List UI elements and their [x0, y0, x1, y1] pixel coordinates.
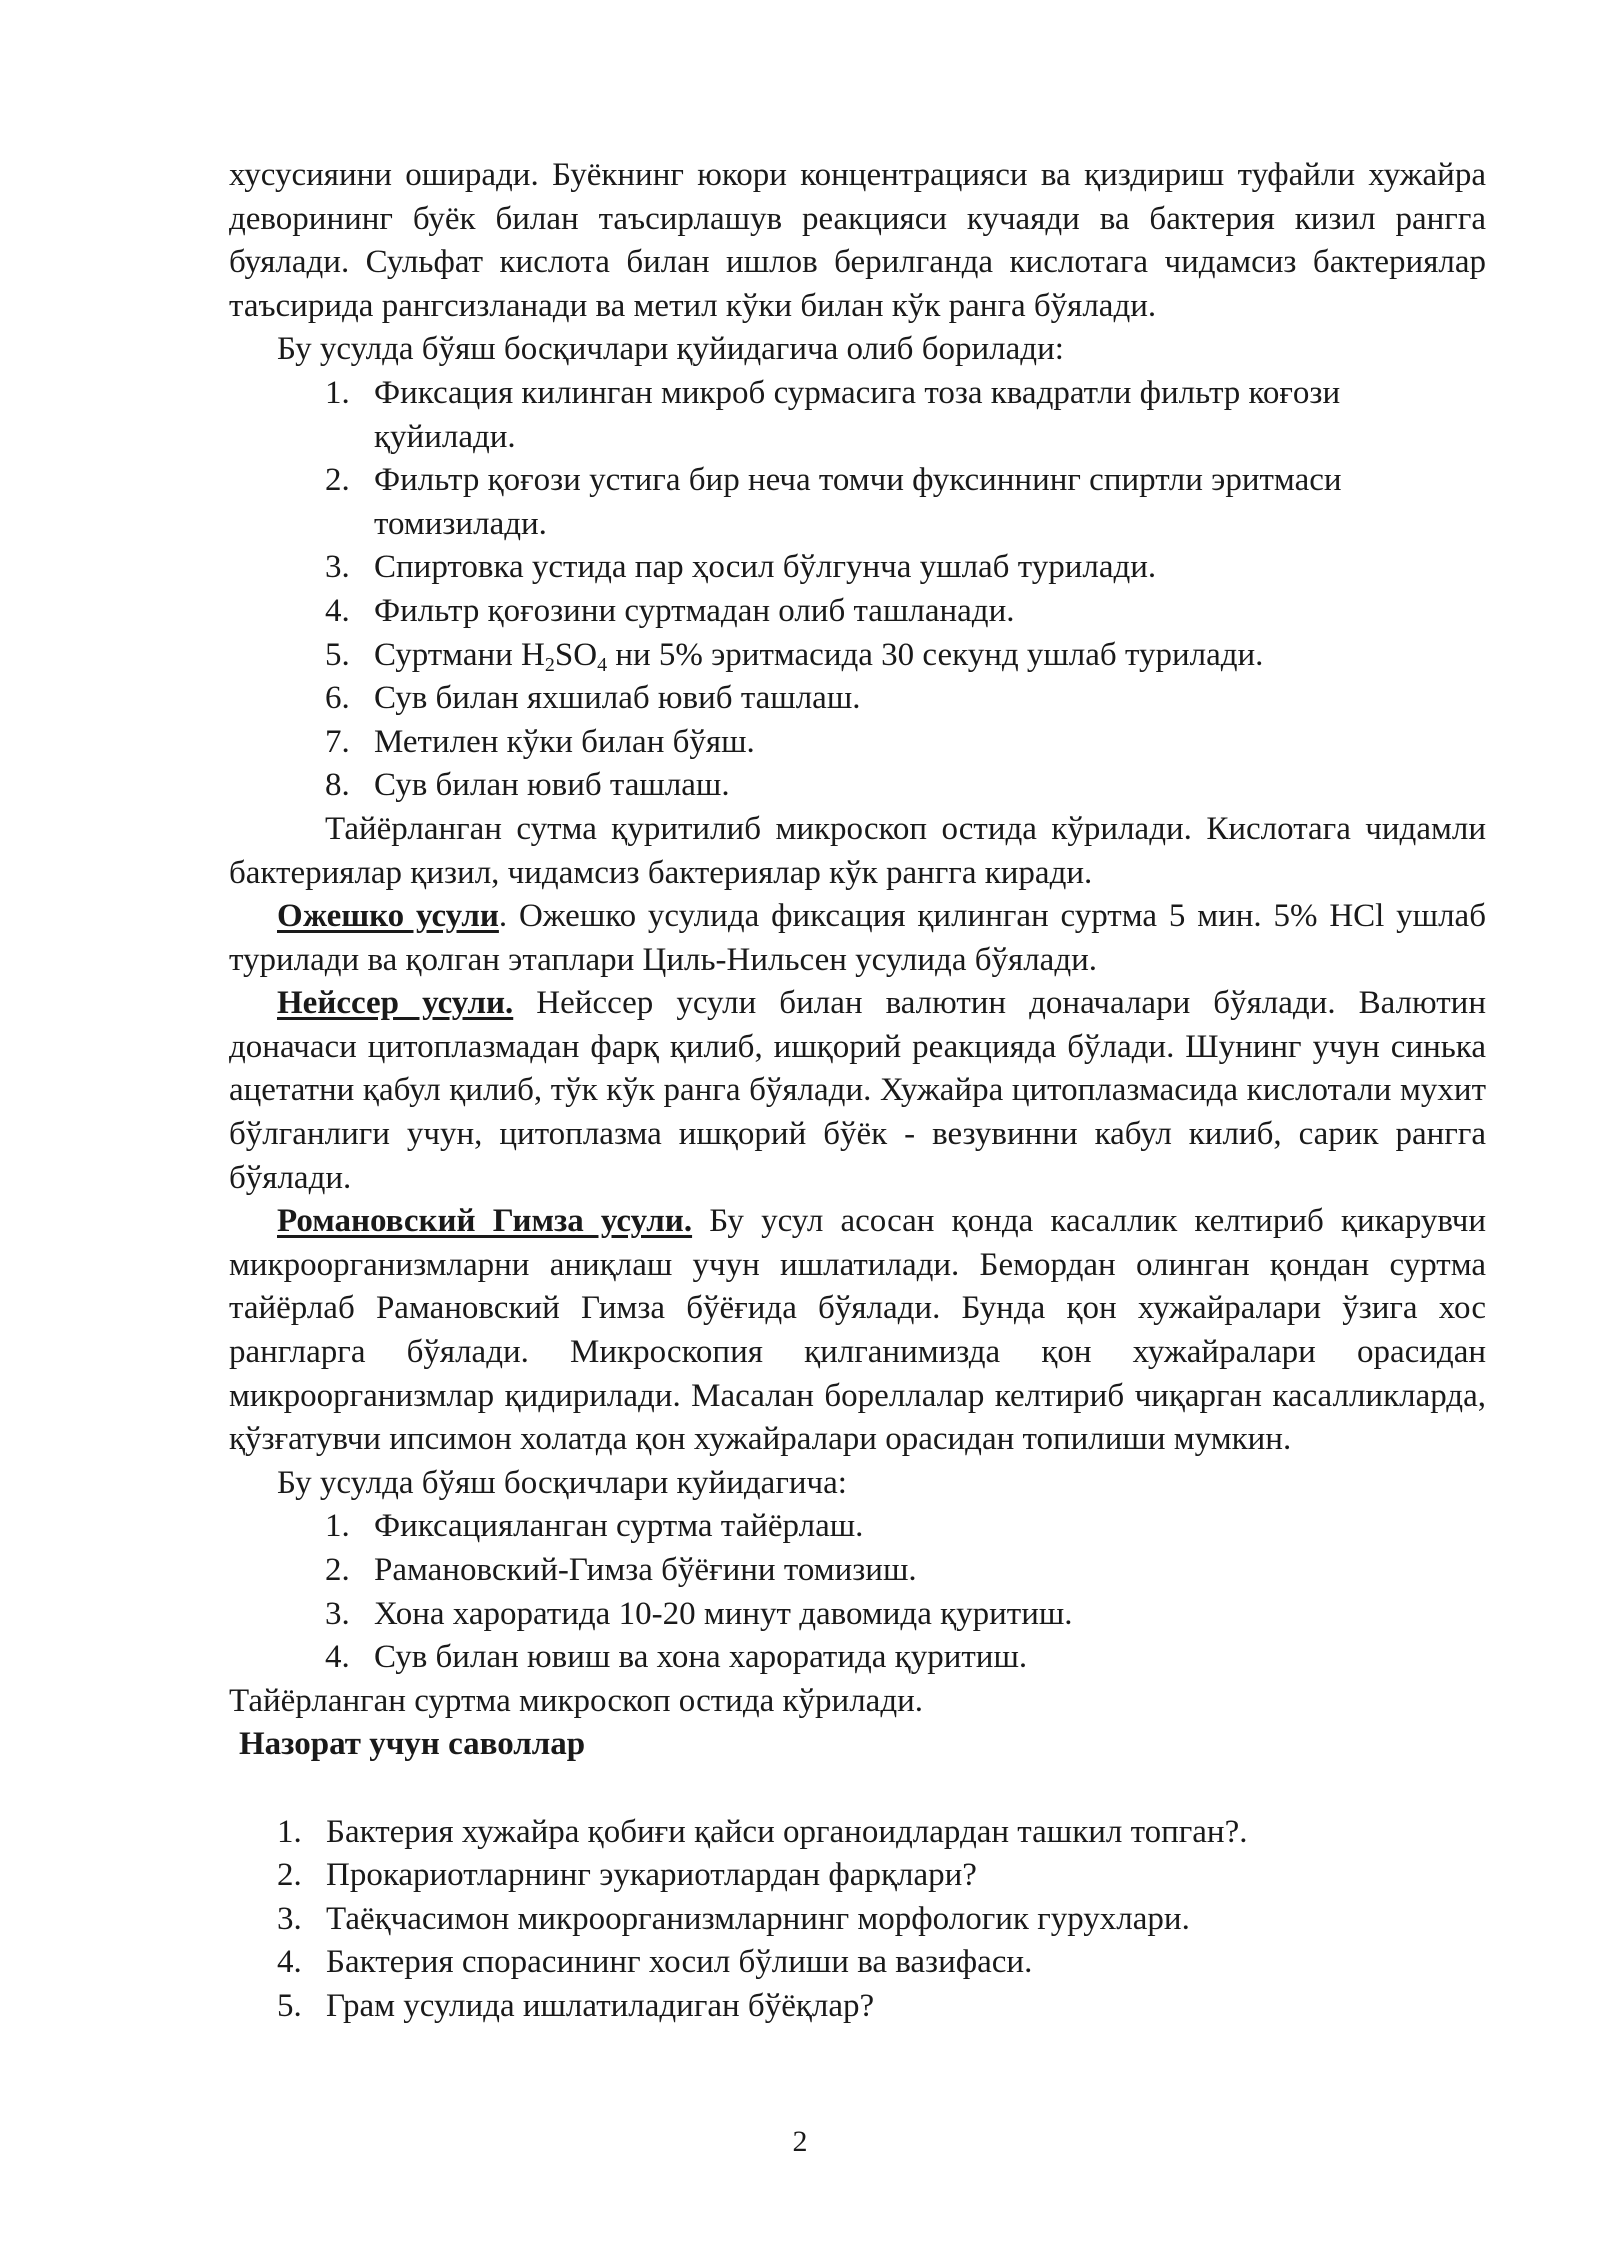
list-item: 6. Сув билан яхшилаб ювиб ташлаш.	[325, 680, 861, 717]
list-item: 3. Спиртовка устида пар ҳосил бўлгунча ушлаб турилади.	[325, 549, 1157, 586]
document-page	[229, 154, 1486, 2029]
list-item: 3. Хона хароратида 10-20 минут давомида қуритиш.	[325, 1595, 1073, 1632]
ozheshko-title: Ожешко усули	[277, 898, 499, 935]
procedure-intro: Бу усулда бўяш босқичлари қуйидагича олиб борилади:	[277, 331, 1064, 368]
list-item: 4. Сув билан ювиш ва хона хароратида қуритиш.	[325, 1639, 1028, 1676]
procedure-intro-2: Бу усулда бўяш босқичлари куйидагича:	[277, 1464, 847, 1501]
result-paragraph: Тайёрланган сутма қуритилиб микроскоп остида кўрилади. Кислотага чидамли бактериялар қизил, чидамсиз бактериялар кўк рангга киради.	[229, 810, 1486, 891]
romanovsky-title: Романовский Гимза усули.	[277, 1203, 693, 1240]
final-note: Тайёрланган суртма микроскоп остида кўрилади.	[229, 1682, 924, 1719]
romanovsky-paragraph: Романовский Гимза усули. Бу усул асосан қонда касаллик келтириб қикарувчи микроорганизмларни аниқлаш учун ишлатилади. Бемордан олинган қондан суртма тайёрлаб Рамановский Гимза бўёғида бўялади. Бунда қон хужайралари ўзига хос рангларга бўялади. Микроскопия қилганимизда қон хужайралари орасидан микроорганизмлар қидирилади. Масалан бореллалар келтириб чиқарган касалликларда, қўзғатувчи ипсимон холатда қон хужайралари орасидан топилиши мумкин.	[229, 1203, 1486, 1458]
list-item: 2. Прокариотларнинг эукариотлардан фарқлари?	[277, 1857, 977, 1894]
list-item: 7. Метилен кўки билан бўяш.	[325, 723, 755, 760]
list-item: 2. Рамановский-Гимза бўёғини томизиш.	[325, 1552, 917, 1588]
questions-heading: Назорат учун саволлар	[239, 1726, 586, 1763]
neisser-title: Нейссер усули.	[277, 985, 514, 1022]
list-item: 8. Сув билан ювиб ташлаш.	[325, 767, 730, 804]
neisser-paragraph: Нейссер усули. Нейссер усули билан валютин доначалари бўялади. Валютин доначаси цитоплазмадан фарқ қилиб, ишқорий реакцияда бўлади. Шунинг учун синька ацетатни қабул қилиб, тўк кўк ранга бўялади. Хужайра цитоплазмасида кислотали мухит бўлганлиги учун, цитоплазма ишқорий бўёк - везувинни кабул килиб, сарик рангга бўялади.	[229, 985, 1486, 1196]
questions-list	[229, 1811, 1486, 2029]
page-number: 2	[792, 2125, 808, 2158]
list-item: 4. Бактерия спорасининг хосил бўлиши ва вазифаси.	[277, 1944, 1033, 1981]
ozheshko-paragraph: Ожешко усули. Ожешко усулида фиксация қилинган суртма 5 мин. 5% HCl ушлаб турилади ва қолган этаплари Циль-Нильсен усулида бўялади.	[229, 898, 1486, 978]
list-item: 2. Фильтр қоғози устига бир неча томчи фуксиннинг спиртли эритмаси томизилади.	[325, 462, 1342, 542]
ziehl-steps-list	[229, 372, 1486, 808]
list-item: 1. Фиксация килинган микроб сурмасига тоза квадратли фильтр коғози қуйилади.	[325, 374, 1341, 455]
list-item: 4. Фильтр қоғозини суртмадан олиб ташланади.	[325, 592, 1015, 629]
intro-paragraph: хусусияини оширади. Буёкнинг юкори концентрацияси ва қиздириш туфайли хужайра деворининг буёк билан таъсирлашув реакцияси кучаяди ва бактерия кизил рангга буялади. Сульфат кислота билан ишлов берилганда кислотага чидамсиз бактериялар таъсирида рангсизланади ва метил кўки билан кўк ранга бўялади.	[229, 157, 1486, 324]
list-item: 1. Бактерия хужайра қобиғи қайси органоидлардан ташкил топган?.	[277, 1813, 1248, 1850]
list-item: 5. Суртмани $H_2SO_4$ ни 5% эритмасида 30 секунд ушлаб турилади.	[325, 636, 1264, 676]
list-item: 3. Таёқчасимон микроорганизмларнинг морфологик гурухлари.	[277, 1900, 1190, 1937]
list-item: 1. Фиксацияланган суртма тайёрлаш.	[325, 1508, 864, 1545]
giemsa-steps-list	[229, 1505, 1486, 1679]
list-item: 5. Грам усулида ишлатиладиган бўёқлар?	[277, 1987, 875, 2024]
